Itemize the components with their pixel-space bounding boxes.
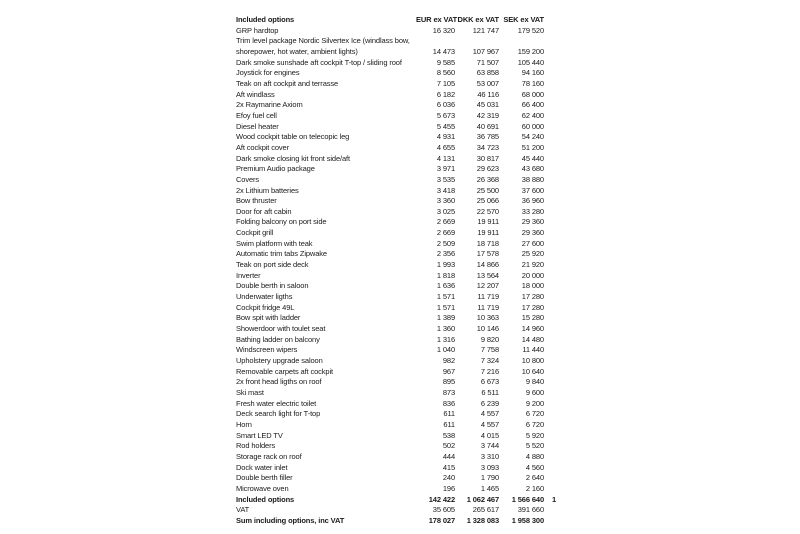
option-label: Deck search light for T-top: [236, 409, 321, 419]
dkk-value: 36 785: [476, 132, 499, 142]
option-label: Diesel heater: [236, 121, 279, 131]
option-label: Joystick for engines: [236, 68, 300, 78]
sek-value: 33 280: [521, 206, 544, 216]
option-label: Aft windlass: [236, 89, 275, 99]
option-label: Bow spit with ladder: [236, 313, 301, 323]
eur-value: 4 131: [436, 153, 455, 163]
table-row: [236, 164, 544, 175]
dkk-value: 34 723: [476, 142, 499, 152]
sek-value: 25 920: [521, 249, 544, 259]
eur-value: 2 356: [436, 249, 455, 259]
eur-value: 1 040: [436, 345, 455, 355]
table-row: [236, 494, 557, 506]
column-header-eur-ex-vat: EUR ex VAT: [416, 15, 458, 24]
dkk-value: 10 363: [476, 313, 499, 323]
dkk-value: 19 911: [477, 228, 499, 238]
option-label: Showerdoor with toulet seat: [236, 324, 326, 334]
sek-value: 43 680: [521, 164, 544, 174]
table-row: [236, 431, 544, 442]
dkk-value: 10 146: [476, 324, 499, 334]
eur-value: 444: [442, 451, 455, 461]
table-row: [236, 58, 544, 69]
option-label: Folding balcony on port side: [236, 217, 327, 227]
dkk-value: 25 066: [476, 196, 499, 206]
dkk-value: 30 817: [476, 153, 499, 163]
table-row: [236, 228, 544, 239]
sek-value: 105 440: [517, 57, 544, 67]
option-label: Dock water inlet: [236, 462, 288, 472]
option-label: Teak on port side deck: [236, 260, 309, 270]
dkk-value: 4 015: [480, 430, 499, 440]
sek-value: 2 640: [525, 473, 544, 483]
eur-value: 1 571: [436, 302, 455, 312]
dkk-value: 22 570: [476, 206, 499, 216]
option-label: Microwave oven: [236, 483, 289, 493]
option-label: 2x front head ligths on roof: [236, 377, 322, 387]
dkk-value: 71 507: [476, 57, 499, 67]
eur-value: 611: [443, 409, 455, 419]
table-row: [236, 271, 544, 282]
option-label: Storage rack on roof: [236, 451, 302, 461]
sek-value: 60 000: [521, 121, 544, 131]
table-row: [236, 303, 544, 314]
dkk-value: 29 623: [476, 164, 499, 174]
eur-value: 2 669: [436, 228, 455, 238]
table-row: [236, 335, 544, 346]
sek-value: 4 880: [525, 451, 544, 461]
eur-value: 2 669: [436, 217, 455, 227]
table-row: [236, 452, 544, 463]
option-label: Cockpit grill: [236, 228, 274, 238]
option-label: Bathing ladder on balcony: [236, 334, 320, 344]
table-body: [236, 25, 557, 527]
eur-value: 4 655: [436, 142, 455, 152]
sek-value: 6 720: [525, 419, 544, 429]
options-price-table: [236, 15, 557, 527]
option-label: Double berth in saloon: [236, 281, 309, 291]
truncated-column-fragment: 1: [552, 494, 557, 504]
sek-value: 29 360: [521, 217, 544, 227]
table-row: [236, 175, 544, 186]
dkk-value: 45 031: [476, 100, 499, 110]
sek-value: 37 600: [521, 185, 544, 195]
eur-value: 16 320: [432, 25, 455, 35]
table-row: [236, 377, 544, 388]
sek-value: 11 440: [522, 345, 544, 355]
sek-value: 36 960: [521, 196, 544, 206]
sek-value: 9 600: [525, 387, 544, 397]
table-row: [236, 356, 544, 367]
dkk-value: 18 718: [476, 238, 499, 248]
eur-value: 5 673: [436, 110, 455, 120]
sek-value: 17 280: [521, 302, 544, 312]
sek-value: 4 560: [525, 462, 544, 472]
table-header-row: [236, 15, 544, 26]
option-label: Teak on aft cockpit and terrasse: [236, 78, 339, 88]
table-row: [236, 79, 544, 90]
sek-value: 6 720: [525, 409, 544, 419]
dkk-value: 107 967: [472, 46, 499, 56]
sek-value: 20 000: [521, 270, 544, 280]
dkk-value: 53 007: [476, 78, 499, 88]
eur-value: 1 571: [436, 292, 455, 302]
sek-value: 14 480: [521, 334, 544, 344]
dkk-value: 1 790: [480, 473, 499, 483]
dkk-value: 3 310: [480, 451, 499, 461]
eur-value: 1 389: [436, 313, 455, 323]
table-row: [236, 68, 544, 79]
sek-value: 14 960: [521, 324, 544, 334]
eur-value: 142 422: [428, 494, 455, 504]
column-header-included-options: Included options: [236, 15, 295, 24]
eur-value: 3 418: [436, 185, 455, 195]
dkk-value: 63 858: [476, 68, 499, 78]
option-label: Covers: [236, 174, 260, 184]
sek-value: 15 280: [521, 313, 544, 323]
table-row: [236, 388, 544, 399]
eur-value: 982: [442, 356, 455, 365]
dkk-value: 3 744: [480, 441, 499, 451]
table-row: [236, 420, 544, 431]
table-row: [236, 90, 544, 101]
option-label: Wood cockpit table on telecopic leg: [236, 132, 350, 142]
option-label: Cockpit fridge 49L: [236, 302, 295, 312]
eur-value: 895: [442, 377, 455, 387]
table-row: [236, 132, 544, 143]
sek-value: 5 520: [525, 441, 544, 451]
table-row: [236, 345, 544, 356]
eur-value: 502: [442, 441, 455, 451]
eur-value: 3 025: [436, 206, 455, 216]
sek-value: 391 660: [517, 505, 544, 515]
table-row: [236, 441, 544, 452]
option-label: VAT: [236, 505, 250, 515]
eur-value: 1 818: [436, 270, 455, 280]
table-row: [236, 186, 544, 197]
dkk-value: 11 719: [477, 292, 499, 302]
eur-value: 14 473: [432, 46, 455, 56]
sek-value: 5 920: [525, 430, 544, 440]
dkk-value: 4 557: [480, 409, 499, 419]
eur-value: 7 105: [436, 78, 455, 88]
sek-value: 27 600: [521, 238, 544, 248]
table-row: [236, 324, 544, 335]
option-label: Aft cockpit cover: [236, 142, 289, 152]
table-row: [236, 260, 544, 271]
eur-value: 35 605: [432, 505, 455, 515]
dkk-value: 26 368: [476, 174, 499, 184]
option-label: Automatic trim tabs Zipwake: [236, 249, 327, 259]
sek-value: 18 000: [521, 281, 544, 291]
option-label: Ski mast: [236, 387, 264, 397]
option-label: Removable carpets aft cockpit: [236, 366, 333, 376]
option-label: Door for aft cabin: [236, 206, 292, 216]
sek-value: 78 160: [521, 78, 544, 88]
dkk-value: 3 093: [480, 462, 499, 472]
table-row: [236, 313, 544, 324]
eur-value: 5 455: [436, 121, 455, 131]
eur-value: 4 931: [436, 132, 455, 142]
dkk-value: 265 617: [472, 505, 499, 515]
eur-value: 6 036: [436, 100, 455, 110]
dkk-value: 14 866: [476, 260, 499, 270]
dkk-value: 40 691: [476, 121, 499, 131]
option-label: 2x Lithium batteries: [236, 185, 299, 195]
table-row: [236, 516, 544, 527]
table-row: [236, 292, 544, 303]
option-label: Dark smoke sunshade aft cockpit T-top / sliding roof: [236, 57, 402, 67]
table-row: [236, 196, 544, 207]
dkk-value: 25 500: [476, 185, 499, 195]
option-label: Fresh water electric toilet: [236, 398, 317, 408]
table-row: [236, 367, 544, 378]
table-row: [236, 217, 544, 228]
eur-value: 611: [443, 419, 455, 429]
sek-value: 68 000: [521, 89, 544, 99]
column-header-dkk-ex-vat: DKK ex VAT: [457, 15, 499, 24]
table-row: [236, 249, 544, 260]
dkk-value: 9 820: [480, 334, 499, 344]
sek-value: 29 360: [521, 228, 544, 238]
sek-value: 94 160: [521, 68, 544, 78]
table-row: [236, 399, 544, 410]
sek-value: 1 958 300: [511, 515, 544, 525]
table-row: [236, 111, 544, 122]
table-row: [236, 473, 544, 484]
table-row: [236, 239, 544, 250]
eur-value: 1 993: [436, 260, 455, 270]
option-label: Dark smoke closing kit front side/aft: [236, 153, 350, 163]
dkk-value: 1 062 467: [466, 494, 499, 504]
eur-value: 836: [442, 398, 455, 408]
eur-value: 3 360: [436, 196, 455, 206]
sek-value: 21 920: [521, 260, 544, 270]
eur-value: 415: [442, 462, 455, 472]
dkk-value: 6 673: [480, 377, 499, 387]
table-row: [236, 281, 544, 292]
option-label: Smart LED TV: [236, 430, 283, 440]
option-label: Horn: [236, 419, 252, 429]
eur-value: 6 182: [436, 89, 455, 99]
sek-value: 62 400: [521, 110, 544, 120]
eur-value: 538: [442, 430, 455, 440]
dkk-value: 6 511: [481, 387, 499, 397]
option-label: Windscreen wipers: [236, 345, 298, 355]
dkk-value: 4 557: [480, 419, 499, 429]
dkk-value: 1 328 083: [466, 515, 499, 525]
option-label: Double berth filler: [236, 473, 293, 483]
table-row: [236, 463, 544, 474]
eur-value: 967: [442, 366, 455, 376]
eur-value: 9 585: [436, 57, 455, 67]
option-label: Upholstery upgrade saloon: [236, 356, 323, 365]
option-label: Efoy fuel cell: [236, 110, 277, 120]
sek-value: 9 200: [525, 398, 544, 408]
column-header-sek-ex-vat: SEK ex VAT: [503, 15, 544, 24]
option-label: Swim platform with teak: [236, 238, 313, 248]
eur-value: 1 316: [436, 334, 455, 344]
table-row: [236, 484, 544, 495]
option-label: Included options: [236, 494, 295, 504]
sek-value: 2 160: [525, 483, 544, 493]
dkk-value: 11 719: [477, 302, 499, 312]
sek-value: 9 840: [525, 377, 544, 387]
option-label: Rod holders: [236, 441, 276, 451]
table-row: [236, 154, 544, 165]
eur-value: 2 509: [436, 238, 455, 248]
option-label: Inverter: [236, 270, 261, 280]
dkk-value: 17 578: [476, 249, 499, 259]
eur-value: 196: [442, 483, 455, 493]
option-label: Bow thruster: [236, 196, 277, 206]
dkk-value: 7 216: [480, 366, 499, 376]
table-row: [236, 100, 544, 111]
dkk-value: 6 239: [480, 398, 499, 408]
sek-value: 159 200: [517, 46, 544, 56]
table-row: [236, 122, 544, 133]
option-label: 2x Raymarine Axiom: [236, 100, 303, 110]
sek-value: 51 200: [521, 142, 544, 152]
table-row: [236, 505, 544, 516]
eur-value: 1 636: [436, 281, 455, 291]
dkk-value: 46 116: [477, 89, 499, 99]
sek-value: 1 566 640: [511, 494, 544, 504]
option-label: Trim level package Nordic Silvertex Ice (windlass bow, shorepower, hot water, ambient lights): [236, 36, 410, 56]
eur-value: 240: [442, 473, 455, 483]
option-label: Underwater ligths: [236, 292, 293, 302]
dkk-value: 13 564: [476, 270, 499, 280]
eur-value: 8 560: [436, 68, 455, 78]
sek-value: 10 640: [521, 366, 544, 376]
option-label: GRP hardtop: [236, 25, 279, 35]
eur-value: 1 360: [436, 324, 455, 334]
table-row: [236, 143, 544, 154]
dkk-value: 7 324: [480, 356, 499, 365]
dkk-value: 42 319: [476, 110, 499, 120]
dkk-value: 7 758: [480, 345, 499, 355]
sek-value: 17 280: [521, 292, 544, 302]
table-row: [236, 36, 544, 57]
sek-value: 38 880: [521, 174, 544, 184]
dkk-value: 19 911: [477, 217, 499, 227]
eur-value: 178 027: [428, 515, 455, 525]
dkk-value: 12 207: [476, 281, 499, 291]
table-row: [236, 207, 544, 218]
option-label: Sum including options, inc VAT: [236, 515, 345, 525]
sek-value: 45 440: [521, 153, 544, 163]
dkk-value: 121 747: [472, 25, 499, 35]
eur-value: 3 535: [436, 174, 455, 184]
sek-value: 66 400: [521, 100, 544, 110]
table-row: [236, 409, 544, 420]
eur-value: 3 971: [436, 164, 455, 174]
option-label: Premium Audio package: [236, 164, 315, 174]
table-row: [236, 26, 544, 37]
dkk-value: 1 465: [480, 483, 499, 493]
sek-value: 54 240: [521, 132, 544, 142]
sek-value: 10 800: [521, 356, 544, 365]
eur-value: 873: [442, 387, 455, 397]
sek-value: 179 520: [517, 25, 544, 35]
